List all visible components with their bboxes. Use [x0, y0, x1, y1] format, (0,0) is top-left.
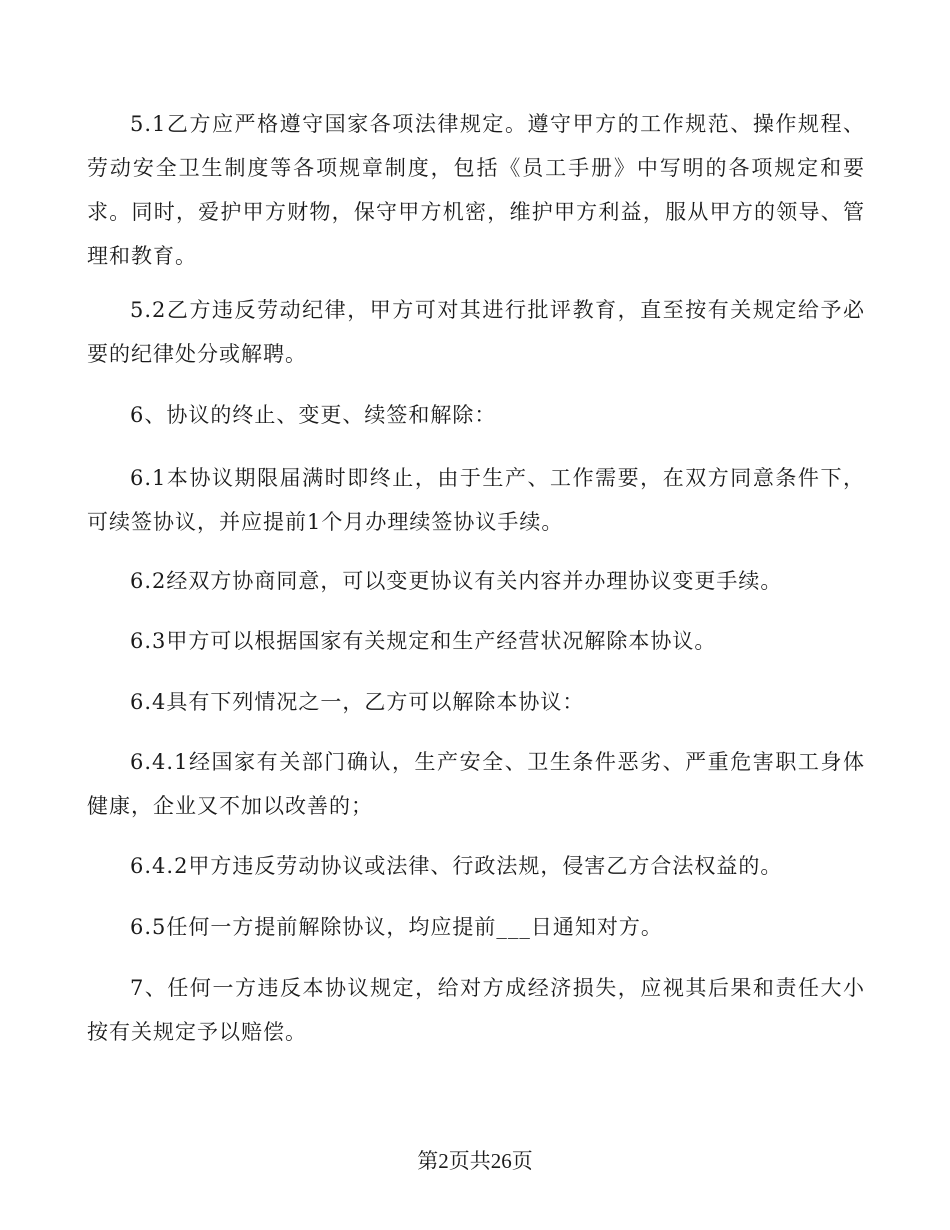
paragraph-5-2: 5.2乙方违反劳动纪律，甲方可对其进行批评教育，直至按有关规定给予必要的纪律处分或解聘。: [87, 298, 865, 366]
paragraph-6-1: 6.1本协议期限届满时即终止，由于生产、工作需要，在双方同意条件下，可续签协议，并应提前1个月办理续签协议手续。: [87, 466, 865, 534]
paragraph-6-3: 6.3甲方可以根据国家有关规定和生产经营状况解除本协议。: [130, 629, 717, 653]
paragraph-5-1: 5.1乙方应严格遵守国家各项法律规定。遵守甲方的工作规范、操作规程、劳动安全卫生制度等各项规章制度，包括《员工手册》中写明的各项规定和要求。同时，爱护甲方财物，保守甲方机密，维护甲方利益，服从甲方的领导、管理和教育。: [87, 112, 865, 268]
paragraph-6-4: 6.4具有下列情况之一，乙方可以解除本协议：: [130, 690, 585, 714]
paragraph-7: 7、任何一方违反本协议规定，给对方成经济损失，应视其后果和责任大小按有关规定予以赔偿。: [87, 976, 865, 1044]
paragraph-6-5: 6.5任何一方提前解除协议，均应提前___日通知对方。: [130, 915, 663, 939]
paragraph-6-heading: 6、协议的终止、变更、续签和解除：: [130, 403, 497, 427]
paragraph-6-4-1: 6.4.1经国家有关部门确认，生产安全、卫生条件恶劣、严重危害职工身体健康，企业又不加以改善的；: [87, 750, 865, 818]
page-number-footer: 第2页共26页: [417, 1149, 533, 1173]
paragraph-6-2: 6.2经双方协商同意，可以变更协议有关内容并办理协议变更手续。: [130, 569, 783, 593]
paragraph-6-4-2: 6.4.2甲方违反劳动协议或法律、行政法规，侵害乙方合法权益的。: [130, 854, 783, 878]
